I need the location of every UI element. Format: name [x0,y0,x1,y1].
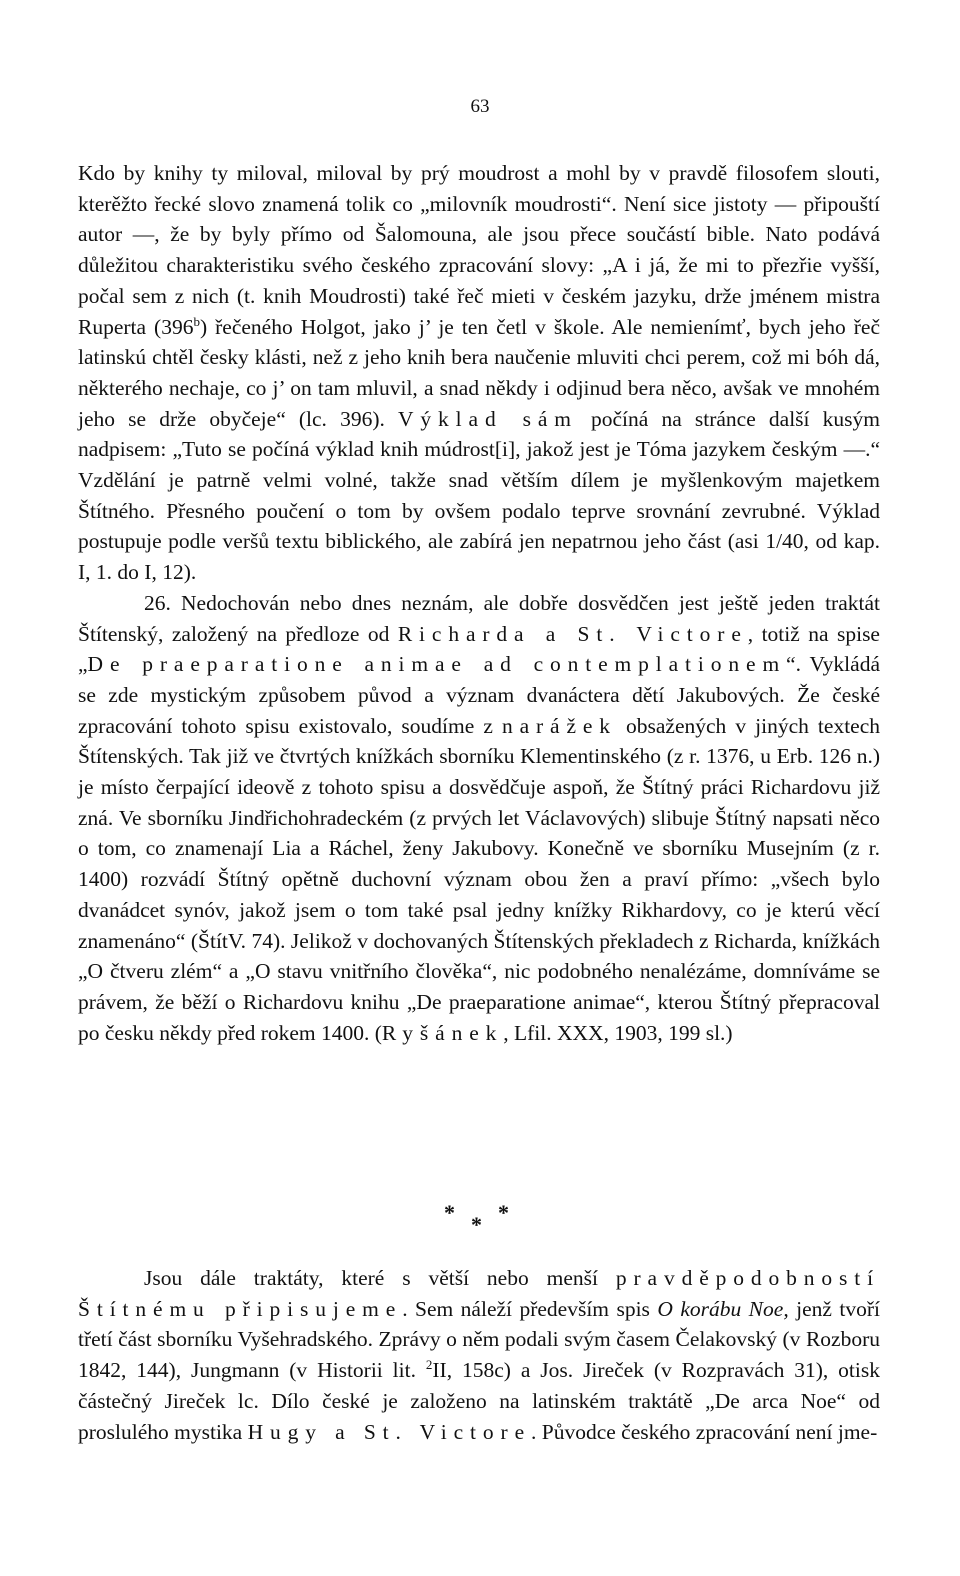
text-run: “. Vykládá se zde mystickým způsobem původ a význam dvanáctera dětí Jakubových. Že české zpracování tohoto spisu existovalo, soudíme z [78,652,880,738]
paragraph-traktaty [78,1263,880,1447]
text-run: , Lfil. XXX, 1903, 199 sl.) [503,1020,733,1045]
text-run: II, 158c) a Jos. Jireček (v Rozpravách 31), otisk částečný Jireček lc. Dílo české je založeno na latinském traktátě „De arca Noe“ od proslulého mystika [78,1358,880,1444]
page-number: 63 [470,96,490,117]
paragraph-moudrost [78,158,880,588]
main-text-block [78,158,880,1048]
spaced-emphasis: pravděpodobností Štítnému připisujeme [78,1266,880,1321]
spaced-emphasis: Richarda a St. Victore [397,621,748,646]
spaced-emphasis: Výklad sám [398,406,578,431]
text-run: Kdo by knihy ty miloval, miloval by prý moudrost a mohl by v pravdě filosofem slouti, kterěžto řecké slovo znamená tolik co „milovník moudrosti“. Není sice jistoty — připouští autor —, že by byly přímo od Šalomouna, ale jsou přece součástí bible. Nato podává důležitou charakteristiku svého českého zpracování slovy: „A i já, že mi to přezřie vyšší, počal sem z nich (t. knih Moudrosti) také řeč mieti v českém jazyku, drže jménem mistra Ruperta (396 [78,161,880,339]
superscript: b [193,313,200,329]
text-run: počíná na stránce další kusým nadpisem: „Tuto se počíná výklad knih múdrost[i], jakož jest je Tóma jazykem českým —.“ Vzdělání je patrně velmi volné, takže snad větším dílem je myšlenkovým majetkem Štítného. Přesného poučení o tom by ovšem podalo teprve srovnání zevrubné. Výklad postupuje podle veršů textu biblického, ale zabírá jen nepatrnou jeho část (asi 1/40, od kap. I, 1. do I, 12). [78,406,880,585]
paragraph-26 [78,588,880,1049]
italic-title: O korábu Noe, [657,1296,789,1321]
spaced-emphasis: Hugy a St. Victore [247,1419,531,1444]
spaced-emphasis: De praeparatione animae ad contemplationem [87,652,787,677]
asterisk: * [498,1200,509,1225]
text-run: jenž tvoří třetí část sborníku Vyšehradského. Zprávy o něm podali svým časem Čelakovský (v Rozboru 1842, 144), Jungmann (v Historii lit. [78,1296,881,1383]
text-run: obsažených v jiných textech Štítenských. Tak již ve čtvrtých knížkách sborníku Klementinského (z r. 1376, u Erb. 126 n.) je místo čerpající ideově z tohoto spisu a dosvědčuje aspoň, že Štítný práci Richardovu již zná. Ve sborníku Jindřichohradeckém (z prvých let Václavových) slibuje Štítný napsati něco o tom, co znamenají Lia a Ráchel, ženy Jakubovy. Konečně ve sborníku Musejním (z r. 1400) rozvádí Štítný opětně duchovní význam obou žen a praví přímo: „všech bylo dvanádcet synóv, jakož jsem o tom také psal jedny knížky Rikhardovy, co je kterú věcí znamenáno“ (ŠtítV. 74). Jelikož v dochovaných Štítenských překladech z Richarda, knížkách „O čtveru zlém“ a „O stavu vnitřního člověka“, nic podobného nenalézáme, domníváme se právem, že běží o Richardovu knihu „De praeparatione animae“, kterou Štítný přepracoval po česku někdy před rokem 1400. ( [78,713,881,1045]
text-run: . Sem náleží především spis [402,1296,658,1321]
text-run: ) řečeného Holgot, jako j’ je ten četl v škole. Ale nemienímť, bych jeho řeč latinskú chtěl česky klásti, než z jeho knih bera naučenie mluviti chci perem, což mi bóh dá, některého nechaje, co j’ on tam mluvil, a snad někdy i odjinud bera něco, avšak ve mnohém jeho se drže obyčeje“ (lc. 396). [78,314,881,431]
asterisk: * [444,1200,455,1225]
text-run: Jsou dále traktáty, které s větší nebo menší [144,1266,616,1290]
asterisk: * [471,1212,482,1237]
text-run: 26. Nedochován nebo dnes neznám, ale dobře dosvědčen jest ještě jeden traktát Štítenský, založený na předloze od [78,590,880,646]
spaced-emphasis: narážek [501,713,617,738]
text-run: , totiž na spise „ [78,621,880,677]
lower-text-block [78,1263,880,1447]
text-run: . Původce českého zpracování není jme- [531,1419,878,1444]
spaced-emphasis: Ryšánek [381,1020,504,1045]
superscript: 2 [425,1356,433,1372]
section-divider [0,1200,960,1240]
